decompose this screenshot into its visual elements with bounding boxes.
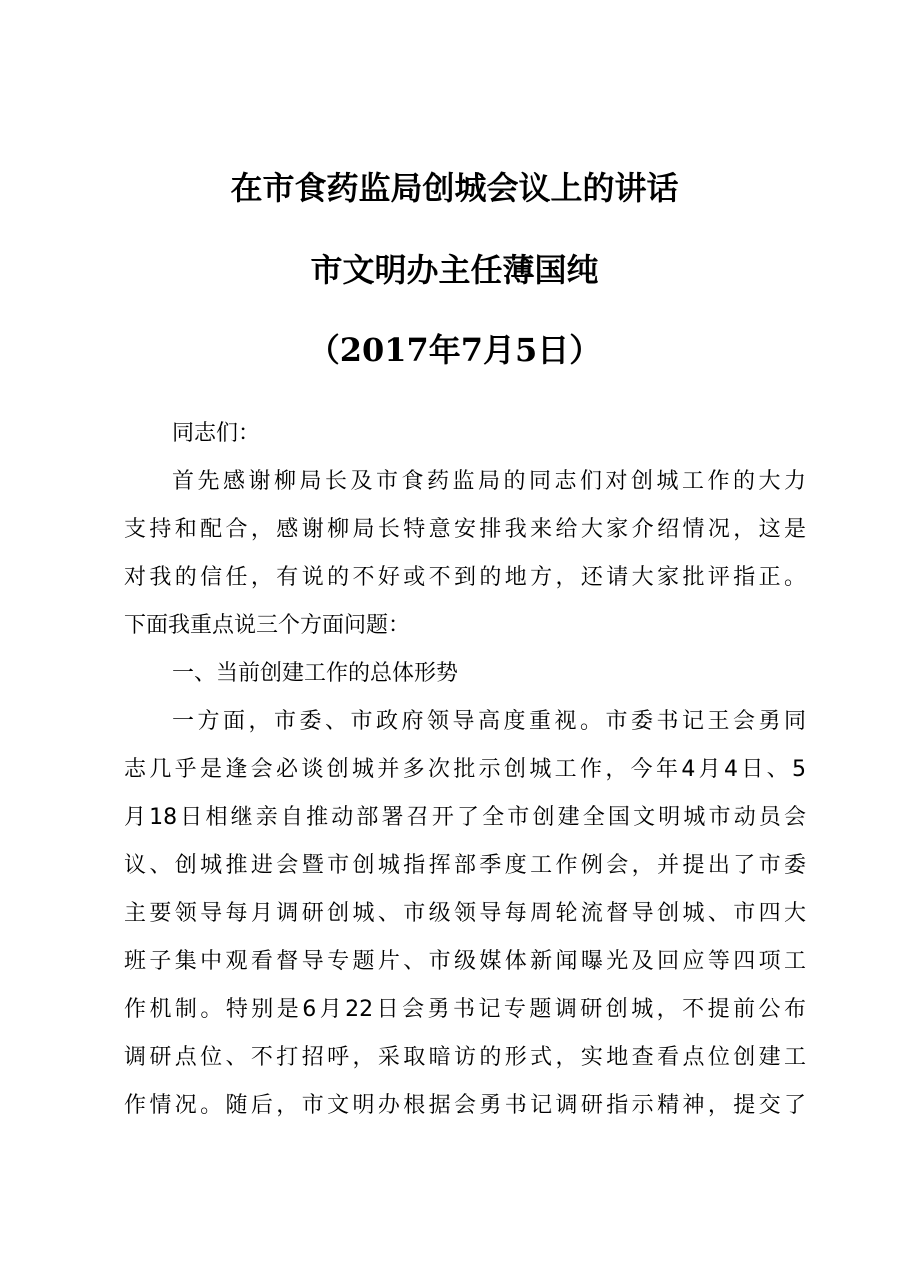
- speaker-line: 市文明办主任薄国纯: [310, 251, 599, 289]
- section-heading: 一、当前创建工作的总体形势: [172, 661, 459, 686]
- salutation: 同志们：: [172, 421, 261, 446]
- paragraph-line: 作情况。随后，市文明办根据会勇书记调研指示精神，提交了: [124, 1093, 806, 1118]
- paragraph-line: 一方面，市委、市政府领导高度重视。市委书记王会勇同: [172, 709, 806, 734]
- paragraph-line: 班子集中观看督导专题片、市级媒体新闻曝光及回应等四项工: [124, 949, 806, 974]
- date-line: （2017年7月5日）: [307, 331, 602, 369]
- document-body: [124, 410, 806, 1130]
- paragraph-line: 月18日相继亲自推动部署召开了全市创建全国文明城市动员会: [124, 805, 806, 830]
- paragraph-line: 首先感谢柳局长及市食药监局的同志们对创城工作的大力: [172, 469, 806, 494]
- paragraph-line: 议、创城推进会暨市创城指挥部季度工作例会，并提出了市委: [124, 853, 806, 878]
- paragraph-line: 志几乎是逢会必谈创城并多次批示创城工作，今年4月4日、5: [124, 757, 806, 782]
- paragraph-line: 主要领导每月调研创城、市级领导每周轮流督导创城、市四大: [124, 901, 806, 926]
- document-title: 在市食药监局创城会议上的讲话: [230, 169, 679, 207]
- paragraph-line: 下面我重点说三个方面问题：: [124, 613, 411, 638]
- paragraph-line: 支持和配合，感谢柳局长特意安排我来给大家介绍情况，这是: [124, 517, 806, 542]
- paragraph-line: 对我的信任，有说的不好或不到的地方，还请大家批评指正。: [124, 565, 806, 590]
- paragraph-line: 调研点位、不打招呼，采取暗访的形式，实地查看点位创建工: [124, 1045, 806, 1070]
- paragraph-line: 作机制。特别是6月22日会勇书记专题调研创城，不提前公布: [124, 997, 806, 1022]
